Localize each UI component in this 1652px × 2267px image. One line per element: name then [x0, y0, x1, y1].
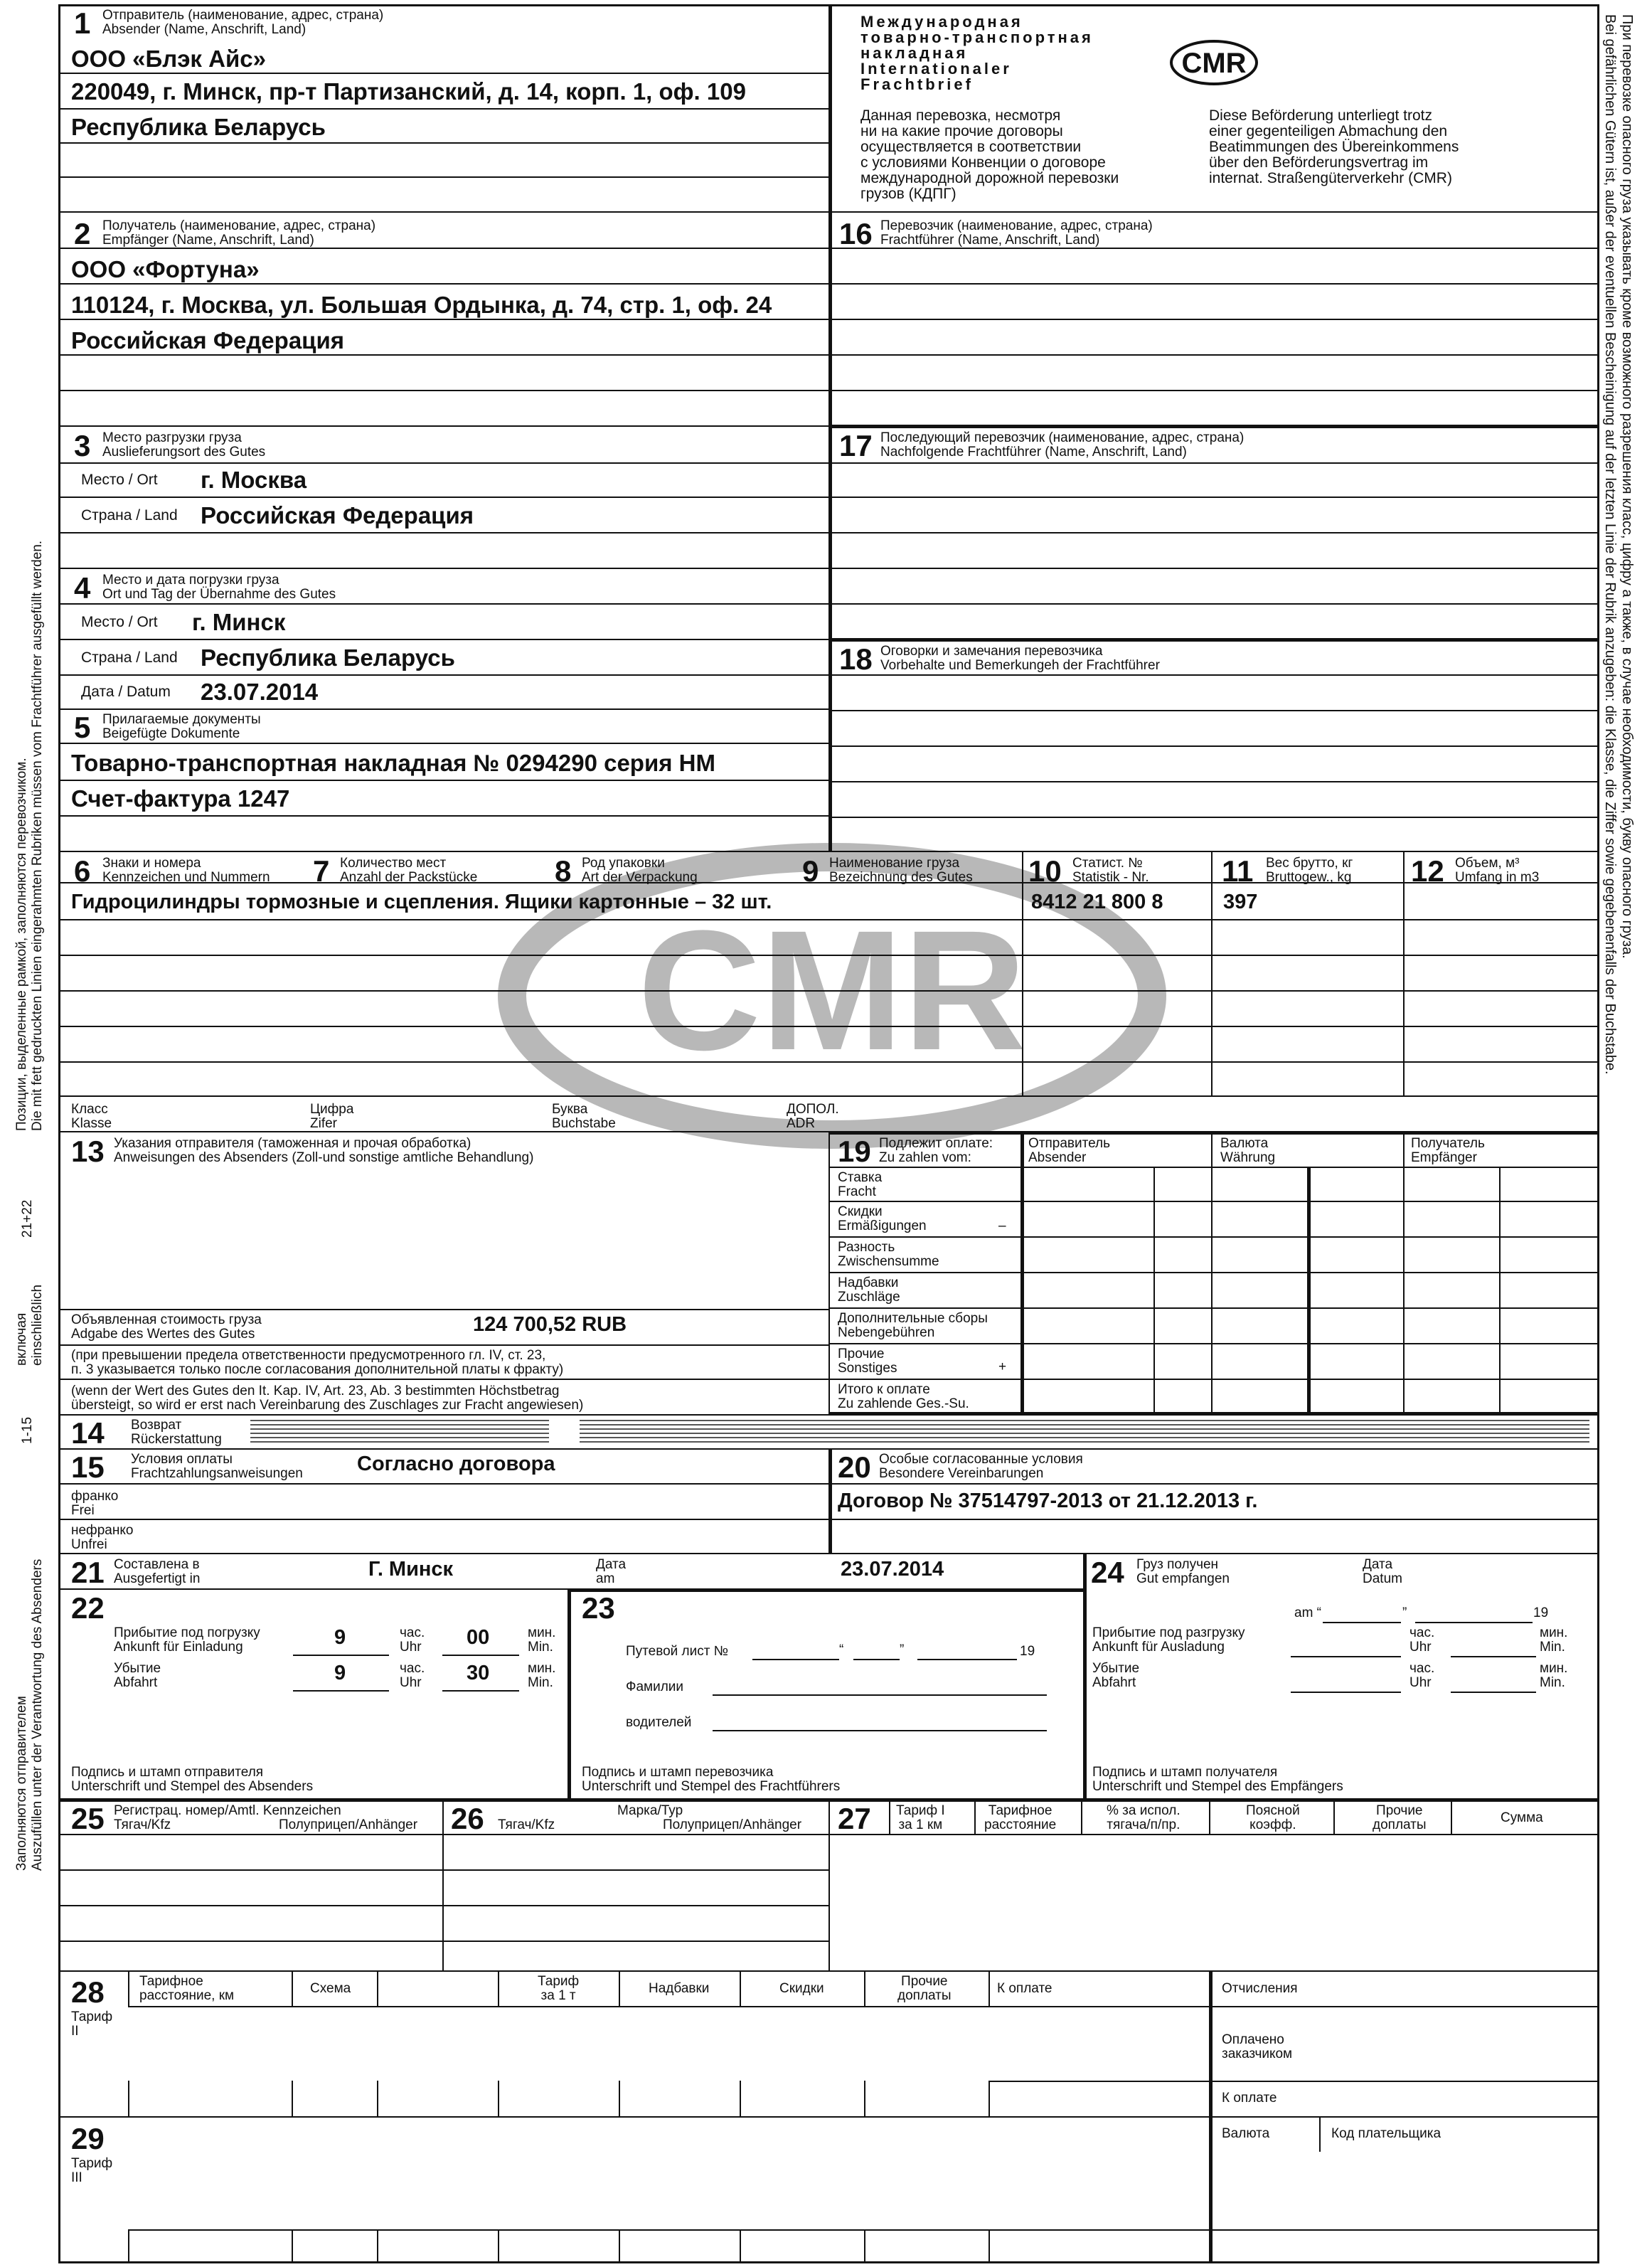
box19-row-surcharge: Надбавки Zuschläge — [838, 1275, 900, 1305]
box3-country-label: Страна / Land — [81, 507, 178, 524]
col11-num: 11 — [1222, 854, 1254, 888]
box24-label: Груз получен Gut empfangen — [1136, 1557, 1230, 1586]
payment-terms: Согласно договора — [357, 1453, 555, 1475]
side-right-text: При перевозке опасного груза указывать кроме возможного разрешения класс, цифру а также, в случае необходимости, букву опасного груза. Bei gefährlichen Gütern ist, außer der eventuellen Bescheinigung auf der letzten Linie der Rubrik anzugeben: die Klasse, die Ziffer sowie gegebenenfalls der Buchstabe. — [1602, 14, 1635, 1075]
issue-date: 23.07.2014 — [841, 1558, 944, 1581]
box19-minus: – — [998, 1219, 1006, 1233]
box14-hatch-2 — [580, 1420, 1589, 1443]
box27-num: 27 — [838, 1802, 871, 1835]
box27-col2: Тарифное расстояние — [984, 1803, 1057, 1832]
departure-hour: 9 — [334, 1662, 346, 1684]
nefranco-label: нефранко Unfrei — [71, 1523, 134, 1552]
unloading-country: Российская Федерация — [201, 502, 474, 529]
box3-num: 3 — [74, 429, 91, 462]
box4-place-label: Место / Ort — [81, 614, 158, 630]
col10-label: Статист. № Statistik - Nr. — [1072, 856, 1149, 885]
box19-row-rate: Ставка Fracht — [838, 1170, 883, 1199]
box26-make: Марка/Тур — [617, 1803, 683, 1818]
box24-dep-min: мин. Min. — [1540, 1661, 1568, 1690]
box23-q2: ” — [900, 1642, 905, 1657]
box25-tractor: Тягач/Kfz — [114, 1817, 171, 1832]
box28-col5: Скидки — [779, 1981, 824, 1996]
box19-col-currency: Валюта Währung — [1220, 1136, 1276, 1165]
box14-label: Возврат Rückerstattung — [131, 1418, 222, 1447]
box23-waybill: Путевой лист № — [626, 1644, 729, 1659]
box19-row-other: Прочие Sonstiges — [838, 1347, 897, 1376]
arrival-min: 00 — [467, 1626, 490, 1649]
box28-col1: Тарифное расстояние, км — [139, 1974, 235, 2003]
loading-place: г. Минск — [192, 609, 286, 635]
box22-arr-min-lbl: мин. Min. — [528, 1625, 556, 1655]
col7-num: 7 — [313, 854, 330, 888]
declared-value-label: Объявленная стоимость груза Adgabe des Wertes des Gutes — [71, 1312, 262, 1342]
box14-hatch — [250, 1420, 549, 1443]
box2-label: Получатель (наименование, адрес, страна) Empfänger (Name, Anschrift, Land) — [102, 218, 376, 248]
declared-note-de: (wenn der Wert des Gutes den It. Kap. IV, Art. 23, Ab. 3 bestimmten Höchstbetrag übersteigt, so wird er erst nach Vereinbarung des Zuschlages zur Fracht angewiesen) — [71, 1384, 584, 1413]
box18-num: 18 — [839, 642, 873, 676]
loading-date: 23.07.2014 — [201, 679, 319, 705]
sender-address: 220049, г. Минск, пр-т Партизанский, д. 14, корп. 1, оф. 109 — [71, 78, 746, 105]
box24-year: 19 — [1533, 1605, 1549, 1620]
box23-names: Фамилии — [626, 1679, 684, 1694]
box4-country-label: Страна / Land — [81, 649, 178, 666]
box24-sign: Подпись и штамп получателя Unterschrift und Stempel des Empfängers — [1092, 1765, 1343, 1794]
box19-col-recipient: Получатель Empfänger — [1411, 1136, 1485, 1165]
box17-num: 17 — [839, 429, 873, 462]
box1-num: 1 — [74, 6, 91, 40]
box13-num: 13 — [71, 1135, 105, 1168]
box21-label: Составлена в Ausgefertigt in — [114, 1557, 201, 1586]
box24-num: 24 — [1091, 1556, 1124, 1589]
col6-num: 6 — [74, 854, 91, 888]
adr-extra: ДОПОЛ. ADR — [787, 1102, 839, 1131]
consignee-country: Российская Федерация — [71, 327, 344, 354]
box26-tractor: Тягач/Kfz — [498, 1817, 555, 1832]
col9-label: Наименование груза Bezeichnung des Gutes — [829, 856, 973, 885]
box29-currency: Валюта — [1222, 2126, 1270, 2141]
side-left-bottom: Заполняются отправителем Auszufüllen unter der Verantwortung des Absenders — [14, 1559, 45, 1871]
box18-label: Оговорки и замечания перевозчика Vorbehalte und Bemerkungeh der Frachtführer — [880, 644, 1160, 673]
box28-num: 28 — [71, 1975, 105, 2009]
box24-quote: ” — [1402, 1605, 1407, 1620]
col7-label: Количество мест Anzahl der Packstücke — [340, 856, 478, 885]
box27-col4: Поясной коэфф. — [1246, 1803, 1300, 1832]
cmr-logo — [1166, 36, 1262, 92]
box29-payer: Код плательщика — [1331, 2126, 1441, 2141]
box29-num: 29 — [71, 2122, 105, 2155]
unloading-place: г. Москва — [201, 467, 307, 493]
goods-weight: 397 — [1223, 891, 1258, 913]
box23-num: 23 — [582, 1591, 615, 1625]
box19-plus: + — [998, 1359, 1007, 1374]
box19-row-fees: Дополнительные сборы Nebengebühren — [838, 1311, 988, 1340]
attached-doc-2: Счет-фактура 1247 — [71, 785, 290, 812]
side-left-n2: включая einschließlich — [14, 1284, 45, 1366]
box28-tarif: Тариф II — [71, 2009, 113, 2039]
col12-label: Объем, м³ Umfang in m3 — [1455, 856, 1540, 885]
box3-place-label: Место / Ort — [81, 472, 158, 488]
box24-arr-hour: час. Uhr — [1409, 1625, 1435, 1655]
box23-drivers: водителей — [626, 1715, 692, 1730]
box3-label: Место разгрузки груза Auslieferungsort des Gutes — [102, 430, 266, 460]
box16-label: Перевозчик (наименование, адрес, страна) Frachtführer (Name, Anschrift, Land) — [880, 218, 1153, 248]
box27-col1: Тариф I за 1 км — [896, 1803, 945, 1832]
side-left-n3: 1-15 — [20, 1416, 35, 1444]
box15-num: 15 — [71, 1450, 105, 1484]
box26-num: 26 — [451, 1802, 484, 1835]
arrival-hour: 9 — [334, 1626, 346, 1649]
box4-num: 4 — [74, 571, 91, 605]
box24-arr-min: мин. Min. — [1540, 1625, 1568, 1655]
consignee-name: ООО «Фортуна» — [71, 256, 260, 282]
adr-letter: Буква Buchstabe — [552, 1102, 616, 1131]
box27-col6: Сумма — [1501, 1810, 1543, 1825]
header-text-de: Diese Beförderung unterliegt trotz einer gegenteiligen Abmachung den Beatimmungen des Übereinkommens über den Beförderungsvertrag im internat. Straßengüterverkehr (CMR) — [1209, 107, 1459, 186]
box28-right2: Оплачено заказчиком — [1222, 2032, 1293, 2061]
box21-num: 21 — [71, 1556, 105, 1589]
declared-value: 124 700,52 RUB — [473, 1313, 627, 1336]
attached-doc-1: Товарно-транспортная накладная № 0294290 серия НМ — [71, 750, 715, 776]
box22-dep-min-lbl: мин. Min. — [528, 1661, 556, 1690]
consignee-address: 110124, г. Москва, ул. Большая Ордынка, д. 74, стр. 1, оф. 24 — [71, 292, 772, 318]
col9-num: 9 — [802, 854, 819, 888]
box29-tarif: Тариф III — [71, 2156, 113, 2185]
svg-text:CMR: CMR — [1181, 48, 1247, 79]
box15-label: Условия оплаты Frachtzahlungsanweisungen — [131, 1452, 303, 1481]
box4-date-label: Дата / Datum — [81, 684, 171, 700]
box28-col4: Надбавки — [649, 1981, 710, 1996]
box13-label: Указания отправителя (таможенная и прочая обработка) Anweisungen des Absenders (Zoll-und sonstige amtliche Behandlung) — [114, 1136, 534, 1165]
box24-date-label: Дата Datum — [1363, 1557, 1402, 1586]
box4-label: Место и дата погрузки груза Ort und Tag der Übernahme des Gutes — [102, 573, 336, 602]
col6-label: Знаки и номера Kennzeichen und Nummern — [102, 856, 270, 885]
box24-departure: Убытие Abfahrt — [1092, 1661, 1140, 1690]
box23-year: 19 — [1020, 1644, 1035, 1659]
box19-row-total: Итого к оплате Zu zahlende Ges.-Su. — [838, 1382, 969, 1411]
box25-num: 25 — [71, 1802, 105, 1835]
col11-label: Вес брутто, кг Bruttogew., kg — [1266, 856, 1353, 885]
box22-dep-hour-lbl: час. Uhr — [400, 1661, 425, 1690]
box27-col5: Прочие доплаты — [1373, 1803, 1427, 1832]
goods-description: Гидроцилиндры тормозные и сцепления. Ящики картонные – 32 шт. — [71, 891, 772, 913]
box23-sign: Подпись и штамп перевозчика Unterschrift und Stempel des Frachtführers — [582, 1765, 841, 1794]
box22-arr-hour-lbl: час. Uhr — [400, 1625, 425, 1655]
box1-label: Отправитель (наименование, адрес, страна) Absender (Name, Anschrift, Land) — [102, 8, 384, 37]
box22-departure: Убытие Abfahrt — [114, 1661, 161, 1690]
franco-label: франко Frei — [71, 1489, 119, 1518]
goods-stat-no: 8412 21 800 8 — [1031, 891, 1163, 913]
col8-label: Род упаковки Art der Verpackung — [582, 856, 698, 885]
box19-label: Подлежит оплате: Zu zahlen vom: — [879, 1136, 993, 1165]
box23-q1: “ — [839, 1642, 844, 1657]
col8-num: 8 — [555, 854, 572, 888]
adr-digit: Цифра Zifer — [310, 1102, 354, 1131]
box5-label: Прилагаемые документы Beigefügte Dokumente — [102, 712, 261, 741]
sender-name: ООО «Блэк Айс» — [71, 46, 266, 72]
header-text-ru: Данная перевозка, несмотря ни на какие прочие договоры осуществляется в соответствии с условиями Конвенции о договоре международной дорожной перевозки грузов (КДПГ) — [860, 107, 1119, 202]
header-title: Международная товарно-транспортная накладная Internationaler Frachtbrief — [860, 13, 1094, 93]
box2-num: 2 — [74, 217, 91, 250]
departure-min: 30 — [467, 1662, 490, 1684]
box5-num: 5 — [74, 711, 91, 744]
box24-dep-hour: час. Uhr — [1409, 1661, 1435, 1690]
box22-sign: Подпись и штамп отправителя Unterschrift und Stempel des Absenders — [71, 1765, 314, 1794]
declared-note-ru: (при превышении предела ответственности предусмотренного гл. IV, ст. 23, п. 3 указывается только после согласования дополнительной платы к фракту) — [71, 1348, 564, 1377]
side-left-top: Позиции, выделенные рамкой, заполняются перевозчиком. Die mit fett gedruckten Linien eingerahmten Rubriken müssen vom Frachtführer ausgefüllt werden. — [14, 540, 45, 1131]
watermark-text: CMR — [637, 895, 1027, 1085]
side-left-n1: 21+22 — [20, 1199, 35, 1238]
special-agreements: Договор № 37514797-2013 от 21.12.2013 г. — [838, 1490, 1258, 1512]
issue-place: Г. Минск — [368, 1558, 454, 1581]
box22-arrival: Прибытие под погрузку Ankunft für Einladung — [114, 1625, 260, 1655]
box28-col2: Схема — [310, 1981, 351, 1996]
box19-col-sender: Отправитель Absender — [1028, 1136, 1111, 1165]
col10-num: 10 — [1028, 854, 1062, 888]
box24-arrival: Прибытие под разгрузку Ankunft für Ausladung — [1092, 1625, 1245, 1655]
box28-col7: К оплате — [997, 1981, 1053, 1996]
box25-trailer: Полуприцеп/Anhänger — [279, 1817, 418, 1832]
box22-num: 22 — [71, 1591, 105, 1625]
box26-trailer: Полуприцеп/Anhänger — [663, 1817, 802, 1832]
box14-num: 14 — [71, 1416, 105, 1450]
box24-am: am “ — [1294, 1605, 1321, 1620]
box17-label: Последующий перевозчик (наименование, адрес, страна) Nachfolgende Frachtführer (Name, Anschrift, Land) — [880, 430, 1245, 460]
sender-country: Республика Беларусь — [71, 114, 326, 140]
loading-country: Республика Беларусь — [201, 644, 455, 671]
box21-date-label: Дата am — [596, 1557, 627, 1586]
box25-label: Регистрац. номер/Amtl. Kennzeichen — [114, 1803, 341, 1818]
box28-col6: Прочие доплаты — [897, 1974, 952, 2003]
box20-num: 20 — [838, 1450, 871, 1484]
box28-right1: Отчисления — [1222, 1981, 1298, 1996]
col12-num: 12 — [1411, 854, 1444, 888]
box28-col3: Тариф за 1 т — [538, 1974, 580, 2003]
adr-class: Класс Klasse — [71, 1102, 112, 1131]
box16-num: 16 — [839, 217, 873, 250]
box20-label: Особые согласованные условия Besondere Vereinbarungen — [879, 1452, 1083, 1481]
box27-col3: % за испол. тягача/п/пр. — [1107, 1803, 1181, 1832]
box19-row-discount: Скидки Ermäßigungen — [838, 1204, 927, 1233]
box28-right3: К оплате — [1222, 2091, 1277, 2106]
box19-num: 19 — [838, 1135, 871, 1168]
box19-row-subtotal: Разность Zwischensumme — [838, 1240, 939, 1269]
